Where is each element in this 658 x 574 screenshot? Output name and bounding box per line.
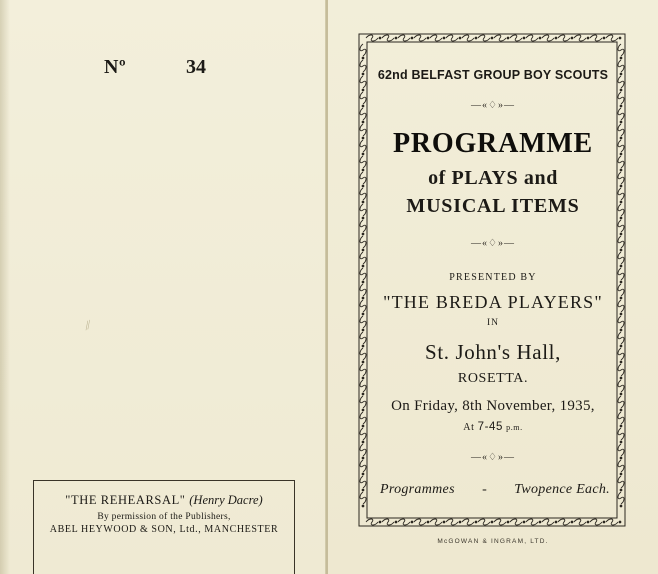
ornament-dot	[603, 37, 605, 39]
ornament-dot	[362, 489, 364, 491]
ornament-dot	[362, 89, 364, 91]
ornament-dot	[523, 521, 525, 523]
ornament-dot	[427, 521, 429, 523]
play-credit-box	[33, 480, 295, 574]
programme-number-value: 34	[186, 56, 206, 78]
scroll-ornament	[366, 35, 378, 41]
ornament-dot	[620, 489, 622, 491]
ornament-dot	[620, 473, 622, 475]
scroll-ornament	[618, 492, 624, 504]
scroll-ornament	[542, 519, 554, 525]
scroll-ornament	[526, 519, 538, 525]
left-page	[0, 0, 326, 574]
ornament-dot	[395, 521, 397, 523]
ornament-dot	[555, 37, 557, 39]
scroll-ornament	[510, 35, 522, 41]
scroll-ornament	[606, 35, 618, 41]
scroll-ornament	[494, 35, 506, 41]
ornament-dot	[571, 521, 573, 523]
ornament-dot	[362, 57, 364, 59]
ornament-dot	[491, 37, 493, 39]
event-date: On Friday, 8th November, 1935,	[391, 398, 595, 414]
scroll-ornament	[478, 35, 490, 41]
ornament-dot	[411, 521, 413, 523]
ornament-dot	[539, 37, 541, 39]
play-author: (Henry Dacre)	[189, 493, 263, 507]
scroll-ornament	[414, 35, 426, 41]
ornament-dot	[362, 329, 364, 331]
event-time	[328, 421, 658, 433]
play-permission: By permission of the Publishers,	[97, 512, 231, 522]
scroll-ornament	[510, 519, 522, 525]
scroll-ornament	[462, 519, 474, 525]
ornament-dot	[620, 265, 622, 267]
ornament-dot	[587, 521, 589, 523]
ornament-dot	[523, 37, 525, 39]
scroll-ornament	[382, 519, 394, 525]
programme-number-label: Nº	[104, 56, 127, 78]
ornament-dot	[362, 233, 364, 235]
ornament-dot	[620, 233, 622, 235]
ornament-dot	[619, 521, 621, 523]
scroll-ornament	[430, 519, 442, 525]
divider-ornament: —«♢»—	[471, 238, 515, 249]
ornament-dot	[475, 521, 477, 523]
ornament-dot	[620, 121, 622, 123]
ornament-dot	[459, 521, 461, 523]
ornament-dot	[491, 521, 493, 523]
ornament-dot	[362, 505, 364, 507]
in-label: IN	[486, 318, 500, 328]
printer-credit: McGOWAN & INGRAM, LTD.	[437, 538, 549, 545]
scroll-ornament	[618, 44, 624, 56]
scroll-ornament	[606, 519, 618, 525]
ornament-dot	[539, 521, 541, 523]
ornament-dot	[443, 521, 445, 523]
scroll-ornament	[414, 519, 426, 525]
scroll-ornament	[446, 519, 458, 525]
ornament-dot	[555, 521, 557, 523]
scroll-ornament	[382, 35, 394, 41]
ornament-dot	[459, 37, 461, 39]
price-label: Programmes	[380, 482, 455, 497]
scroll-ornament	[590, 35, 602, 41]
ornament-dot	[362, 441, 364, 443]
scroll-ornament	[398, 35, 410, 41]
ornament-dot	[620, 57, 622, 59]
scroll-ornament	[398, 519, 410, 525]
price-value: Twopence Each.	[514, 482, 610, 497]
time-prefix: At	[463, 422, 475, 433]
ornament-dot	[379, 37, 381, 39]
scroll-ornament	[462, 35, 474, 41]
scroll-ornament	[360, 44, 366, 56]
programme-subtitle-line1: of PLAYS and	[428, 167, 558, 189]
players-name: "THE BREDA PLAYERS"	[383, 292, 603, 312]
price-dash: -	[482, 482, 488, 497]
ornament-dot	[571, 37, 573, 39]
programme-subtitle-line2: MUSICAL ITEMS	[406, 195, 580, 217]
ornament-dot	[507, 37, 509, 39]
ornament-dot	[620, 329, 622, 331]
time-value: 7-45	[477, 421, 503, 433]
ornament-dot	[427, 37, 429, 39]
ornament-dot	[619, 37, 621, 39]
ornament-dot	[620, 505, 622, 507]
scroll-ornament	[360, 252, 366, 264]
scroll-ornament	[366, 519, 378, 525]
ornament-dot	[362, 249, 364, 251]
programme-price	[380, 482, 610, 498]
scroll-ornament	[360, 492, 366, 504]
scroll-ornament	[526, 35, 538, 41]
ornament-dot	[362, 473, 364, 475]
ornament-dot	[411, 37, 413, 39]
venue-town: ROSETTA.	[457, 371, 529, 386]
scroll-ornament	[590, 519, 602, 525]
scroll-ornament	[618, 252, 624, 264]
scroll-ornament	[494, 519, 506, 525]
ornament-dot	[362, 121, 364, 123]
scout-group-name: 62nd BELFAST GROUP BOY SCOUTS	[377, 68, 609, 82]
ornament-dot	[379, 521, 381, 523]
ornament-dot	[507, 521, 509, 523]
ornament-dot	[395, 37, 397, 39]
scroll-ornament	[360, 220, 366, 232]
ornament-dot	[362, 393, 364, 395]
scroll-ornament	[618, 220, 624, 232]
scroll-ornament	[574, 35, 586, 41]
page-edge-shadow	[0, 0, 10, 574]
scroll-ornament	[446, 35, 458, 41]
ornament-dot	[620, 441, 622, 443]
pencil-mark-icon: ⁄⁄	[83, 317, 93, 333]
scroll-ornament	[430, 35, 442, 41]
play-publisher: ABEL HEYWOOD & SON, Ltd., MANCHESTER	[49, 524, 279, 535]
play-credit-title	[34, 493, 294, 508]
venue-name: St. John's Hall,	[425, 340, 561, 364]
divider-ornament: —«♢»—	[471, 100, 515, 111]
ornament-dot	[443, 37, 445, 39]
programme-title: PROGRAMME	[392, 128, 594, 159]
scroll-ornament	[360, 476, 366, 488]
right-page	[328, 0, 658, 574]
ornament-dot	[620, 249, 622, 251]
divider-ornament: —«♢»—	[471, 452, 515, 463]
ornament-dot	[475, 37, 477, 39]
ornament-dot	[362, 265, 364, 267]
ornament-dot	[620, 393, 622, 395]
scroll-ornament	[618, 476, 624, 488]
ornament-dot	[603, 521, 605, 523]
scroll-ornament	[574, 519, 586, 525]
ornament-dot	[362, 313, 364, 315]
ornament-dot	[620, 89, 622, 91]
scroll-ornament	[478, 519, 490, 525]
scroll-ornament	[558, 519, 570, 525]
scroll-ornament	[558, 35, 570, 41]
scroll-ornament	[542, 35, 554, 41]
ornament-dot	[587, 37, 589, 39]
play-title: "THE REHEARSAL"	[65, 493, 186, 507]
ornament-dot	[620, 313, 622, 315]
time-suffix: p.m.	[506, 423, 523, 432]
presented-by-label: PRESENTED BY	[449, 272, 537, 283]
